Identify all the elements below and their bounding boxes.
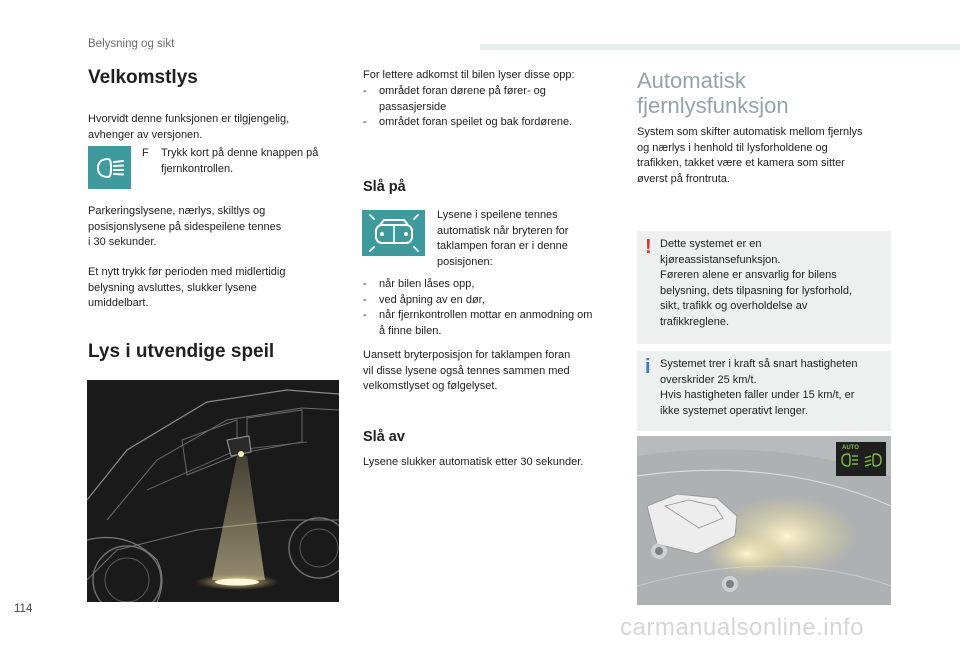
col3-intro: [637, 125, 895, 187]
watermark: carmanualsonline.info: [620, 614, 864, 641]
headlamp-button-icon: [88, 146, 131, 189]
text-line: Systemet trer i kraft så snart hastigheten: [660, 358, 858, 370]
mirror-light-illustration: [87, 380, 339, 602]
car-mirror-lamp-illustration: [87, 380, 339, 602]
text-line: Føreren alene er ansvarlig for bilens: [660, 269, 837, 281]
text-line: avhenger av versjonen.: [88, 128, 203, 141]
list-item: - når bilen låses opp,: [363, 277, 621, 293]
title-sla-av: Slå av: [363, 429, 405, 445]
text-line: området foran dørene på fører- og: [379, 85, 546, 97]
indicator-panel: [836, 442, 886, 476]
text-line: posisjonen:: [437, 255, 493, 268]
text-line: automatisk når bryteren for: [437, 224, 569, 237]
text-line: fjernlysfunksjon: [637, 93, 789, 118]
text-line: ved åpning av en dør,: [379, 293, 485, 306]
auto-high-beam-indicator-icon: [840, 453, 860, 467]
auto-high-beam-illustration: [637, 436, 891, 605]
section-label: Belysning og sikt: [88, 38, 175, 50]
on-conditions-list: [363, 277, 621, 339]
info-box: [637, 351, 891, 431]
text-line: øverst på frontruta.: [637, 172, 730, 185]
text-line: passasjerside: [379, 100, 447, 113]
text-line: kjøreassistansefunksjon.: [660, 253, 781, 266]
text-line: ikke systemet operativt lenger.: [660, 404, 808, 417]
col1-intro: [88, 112, 338, 143]
text-line: Parkeringslysene, nærlys, skiltlys og: [88, 205, 266, 217]
col2-intro: For lettere adkomst til bilen lyser disse opp:: [363, 69, 575, 81]
col1-para1: [88, 204, 338, 251]
col1-para2: [88, 265, 338, 312]
text-line: fjernkontrollen.: [161, 162, 234, 175]
text-line: Lysene i speilene tennes: [437, 209, 558, 221]
warning-box: [637, 231, 891, 344]
headlamp-icon: [95, 157, 125, 179]
warning-icon: !: [645, 236, 652, 258]
text-line: Hvorvidt denne funksjonen er tilgjengelig,: [88, 113, 290, 125]
off-text: Lysene slukker automatisk etter 30 sekunder.: [363, 456, 584, 468]
text-line: sikt, trafikk og overholdelse av: [660, 300, 808, 312]
title-sla-pa: Slå på: [363, 179, 406, 195]
text-line: belysning avsluttes, slukker lysene: [88, 281, 257, 294]
text-line: området foran speilet og bak fordørene.: [379, 116, 573, 128]
courtesy-light-switch-icon: [362, 210, 425, 256]
header-bar: [480, 44, 960, 50]
text-line: overskrider 25 km/t.: [660, 373, 757, 386]
warning-text: [660, 237, 888, 330]
title-velkomstlys: Velkomstlys: [88, 67, 198, 88]
text-line: umiddelbart.: [88, 297, 149, 309]
text-line: Uansett bryterposisjon for taklampen foran: [363, 349, 571, 361]
text-line: Hvis hastigheten faller under 15 km/t, er: [660, 389, 855, 401]
list-item: - ved åpning av en dør,: [363, 293, 621, 309]
list-item: - området foran speilet og bak fordørene.: [363, 115, 613, 131]
text-line: belysning, dets tilpasning for lysforhold,: [660, 284, 852, 297]
text-line: Et nytt trykk før perioden med midlertidig: [88, 266, 286, 278]
text-line: taklampen foran er i denne: [437, 240, 568, 252]
low-beam-indicator-icon: [863, 453, 883, 467]
list-item: - området foran dørene på fører- og passasjerside: [363, 84, 613, 115]
text-line: Dette systemet er en: [660, 238, 762, 250]
page-number: 114: [14, 603, 33, 615]
text-line: trafikkreglene.: [660, 315, 730, 328]
title-lys-i-utvendige-speil: Lys i utvendige speil: [88, 341, 275, 362]
text-line: og nærlys i henhold til lysforholdene og: [637, 141, 828, 154]
car-courtesy-light-icon: [366, 213, 422, 253]
text-line: System som skifter automatisk mellom fjernlys: [637, 126, 863, 138]
text-line: trafikken, takket være et kamera som sitter: [637, 157, 845, 169]
instruction-text: [161, 146, 341, 177]
instruction-marker: F: [142, 147, 149, 159]
title-automatisk-fjernlysfunksjon: [637, 68, 789, 118]
text-line: i 30 sekunder.: [88, 236, 157, 248]
list-item: - når fjernkontrollen mottar en anmodning om å finne bilen.: [363, 308, 621, 339]
text-line: når fjernkontrollen mottar en anmodning om: [379, 309, 593, 321]
col2-intro-list: [363, 84, 613, 131]
info-icon: i: [645, 356, 651, 378]
on-para: [363, 348, 613, 395]
auto-label: AUTO: [842, 445, 859, 451]
text-line: posisjonslysene på sidespeilene tennes: [88, 220, 282, 233]
text-line: når bilen låses opp,: [379, 278, 475, 290]
on-text: [437, 208, 617, 270]
info-text: [660, 357, 888, 419]
text-line: Trykk kort på denne knappen på: [161, 147, 319, 159]
text-line: å finne bilen.: [379, 324, 442, 337]
text-line: vil disse lysene også tennes sammen med: [363, 364, 570, 377]
text-line: Automatisk: [637, 68, 746, 93]
text-line: velkomstlyset og følgelyset.: [363, 380, 498, 392]
